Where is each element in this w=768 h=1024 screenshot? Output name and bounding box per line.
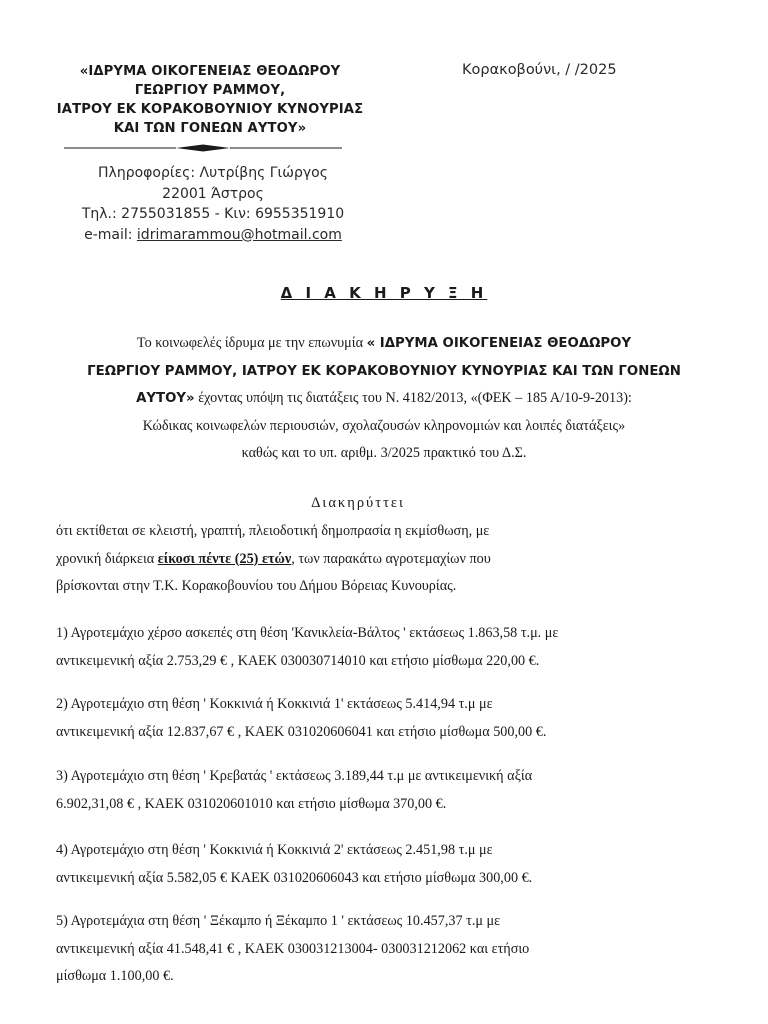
org-name-line: «ΙΔΡΥΜΑ ΟΙΚΟΓΕΝΕΙΑΣ ΘΕΟΔΩΡΟΥ — [79, 64, 341, 79]
announcement-text: , των παρακάτω αγροτεμαχίων που — [291, 550, 491, 567]
intro-paragraph — [40, 330, 728, 468]
ornament-divider — [64, 143, 342, 153]
announcement-line: βρίσκονται στην Τ.Κ. Κορακοβουνίου του Δήμου Βόρειας Κυνουρίας. — [56, 578, 457, 595]
announcement-line: ότι εκτίθεται σε κλειστή, γραπτή, πλειοδοτική δημοπρασία η εκμίσθωση, με — [56, 523, 490, 539]
lease-duration: είκοσι πέντε (25) ετών — [157, 550, 292, 567]
document-title: Δ Ι Α Κ Η Ρ Υ Ξ Η — [280, 284, 488, 302]
intro-line — [40, 358, 728, 386]
intro-line: Κώδικας κοινωφελών περιουσιών, σχολαζουσών κληρονομιών και λοιπές διατάξεις» — [142, 417, 626, 434]
plot-line: 2) Αγροτεμάχιο στη θέση ' Κοκκινιά ή Κοκκινιά 1' εκτάσεως 5.414,94 τ.μ με — [56, 696, 493, 712]
plot-item-4 — [56, 837, 726, 892]
contact-info — [40, 163, 386, 245]
plot-item-3 — [56, 763, 726, 818]
email-label: e-mail: — [84, 226, 137, 243]
intro-org-name: ΓΕΩΡΓΙΟΥ ΡΑΜΜΟΥ, ΙΑΤΡΟΥ ΕΚ ΚΟΡΑΚΟΒΟΥΝΙΟΥ ΚΥΝΟΥΡΙΑΣ ΚΑΙ ΤΩΝ ΓΟΝΕΩΝ — [87, 363, 681, 379]
plot-line: αντικειμενική αξία 12.837,67 € , ΚΑΕΚ 031020606041 και ετήσιο μίσθωμα 500,00 €. — [56, 723, 547, 740]
org-name-line: ΙΑΤΡΟΥ ΕΚ ΚΟΡΑΚΟΒΟΥΝΙΟΥ ΚΥΝΟΥΡΙΑΣ — [56, 102, 364, 117]
contact-email-row — [40, 225, 386, 246]
plot-line: μίσθωμα 1.100,00 €. — [56, 968, 174, 985]
contact-address: 22001 Άστρος — [162, 185, 264, 202]
plot-line: αντικειμενική αξία 5.582,05 € ΚΑΕΚ 031020606043 και ετήσιο μίσθωμα 300,00 €. — [56, 869, 533, 886]
intro-line — [40, 330, 728, 358]
intro-text: Το κοινωφελές ίδρυμα με την επωνυμία — [136, 335, 367, 351]
org-name-line: ΚΑΙ ΤΩΝ ΓΟΝΕΩΝ ΑΥΤΟΥ» — [113, 121, 307, 136]
announcement-line — [56, 546, 726, 574]
plot-item-1 — [56, 620, 726, 675]
plot-line: αντικειμενική αξία 41.548,41 € , ΚΑΕΚ 030031213004- 030031212062 και ετήσιο — [56, 940, 530, 957]
intro-text: έχοντας υπόψη τις διατάξεις του Ν. 4182/2013, «(ΦΕΚ – 185 Α/10-9-2013): — [194, 390, 632, 407]
org-name-line: ΓΕΩΡΓΙΟΥ ΡΑΜΜΟΥ, — [134, 83, 286, 98]
place-date: Κορακοβούνι, / /2025 — [462, 62, 617, 78]
plot-line: 6.902,31,08 € , ΚΑΕΚ 031020601010 και ετήσιο μίσθωμα 370,00 €. — [56, 795, 447, 812]
plot-line: 3) Αγροτεμάχιο στη θέση ' Κρεβατάς ' εκτάσεως 3.189,44 τ.μ με αντικειμενική αξία — [56, 768, 533, 784]
contact-person: Πληροφορίες: Λυτρίβης Γιώργος — [98, 165, 328, 181]
plot-line: αντικειμενική αξία 2.753,29 € , ΚΑΕΚ 030030714010 και ετήσιο μίσθωμα 220,00 €. — [56, 652, 540, 669]
plot-line: 5) Αγροτεμάχια στη θέση ' Ξέκαμπο ή Ξέκαμπο 1 ' εκτάσεως 10.457,37 τ.μ με — [56, 913, 501, 929]
plot-line: 4) Αγροτεμάχιο στη θέση ' Κοκκινιά ή Κοκκινιά 2' εκτάσεως 2.451,98 τ.μ με — [56, 842, 493, 858]
plot-line: 1) Αγροτεμάχιο χέρσο ασκεπές στη θέση 'Κανικλεία-Βάλτος ' εκτάσεως 1.863,58 τ.μ. με — [56, 625, 559, 641]
proclaims-heading: Διακηρύττει — [311, 495, 405, 511]
intro-org-name: ΑΥΤΟΥ» — [136, 391, 195, 407]
organization-name — [40, 62, 380, 138]
intro-line: καθώς και το υπ. αριθμ. 3/2025 πρακτικό του Δ.Σ. — [241, 445, 527, 462]
intro-line — [40, 385, 728, 413]
contact-phones: Τηλ.: 2755031855 - Κιν: 6955351910 — [81, 206, 345, 222]
announcement-paragraph — [56, 518, 726, 601]
plot-item-5 — [56, 908, 726, 991]
email-link[interactable]: idrimarammou@hotmail.com — [136, 226, 342, 243]
intro-org-name: « ΙΔΡΥΜΑ ΟΙΚΟΓΕΝΕΙΑΣ ΘΕΟΔΩΡΟΥ — [366, 336, 632, 351]
announcement-text: χρονική διάρκεια — [56, 550, 158, 567]
plot-item-2 — [56, 691, 726, 746]
